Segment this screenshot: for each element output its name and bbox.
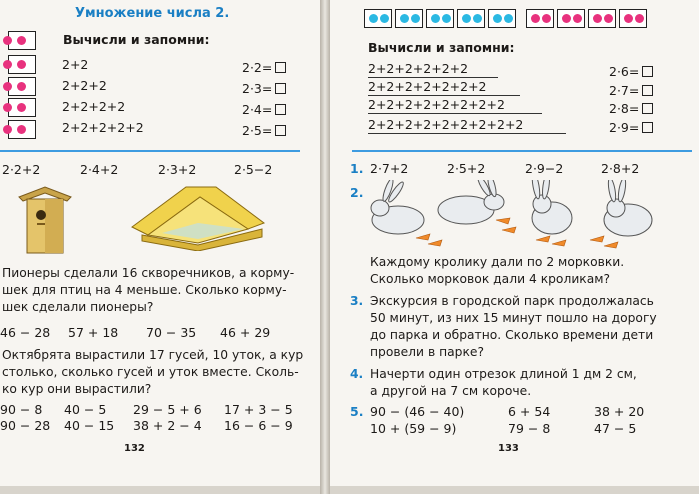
page-133 <box>330 0 699 486</box>
problem-line: столько, сколько гусей и уток вместе. Сколь- <box>2 365 299 379</box>
word-problem <box>370 293 657 361</box>
task-3 <box>350 293 363 310</box>
sum-expression: 2+2+2+2+2+2+2+2 <box>368 97 505 112</box>
problem-line: ко кур они вырастили? <box>2 382 152 396</box>
sum-expression: 2+2+2 <box>62 78 107 93</box>
product-expression: 2·9= <box>609 120 640 135</box>
expression: 2·2+2 <box>2 162 41 177</box>
word-problem <box>370 254 624 288</box>
calc-item: 79 − 8 <box>508 421 551 436</box>
answer-box <box>275 125 286 136</box>
dot-card <box>8 120 36 139</box>
page-title: Умножение числа 2. <box>75 6 230 21</box>
calc-item: 10 + (59 − 9) <box>370 421 457 436</box>
bird-feeder-illustration <box>128 183 268 251</box>
calc-item: 40 − 5 <box>64 402 107 417</box>
product-expression: 2·5= <box>242 123 273 138</box>
calc-item: 46 − 28 <box>0 325 51 340</box>
birdhouse-illustration <box>15 183 75 255</box>
problem-line: Начерти один отрезок длиной 1 дм 2 см, <box>370 367 637 381</box>
answer-box <box>275 104 286 115</box>
task-1 <box>350 161 363 176</box>
task-heading: Вычисли и запомни: <box>63 32 210 47</box>
product-item <box>242 60 286 75</box>
expression: 2·4+2 <box>80 162 119 177</box>
task-number: 2. <box>350 185 364 200</box>
dot-card <box>588 9 616 28</box>
product-item <box>242 81 286 96</box>
rabbits-and-carrots-illustration <box>366 180 666 252</box>
calc-item: 57 + 18 <box>68 325 119 340</box>
calc-item: 90 − 8 <box>0 402 43 417</box>
task-4 <box>350 366 363 383</box>
underline <box>368 95 520 96</box>
calc-item: 90 − 28 <box>0 418 51 433</box>
calc-item: 47 − 5 <box>594 421 637 436</box>
calc-item: 17 + 3 − 5 <box>224 402 293 417</box>
expression: 2·8+2 <box>601 161 640 176</box>
product-expression: 2·6= <box>609 64 640 79</box>
word-problem <box>2 347 303 398</box>
sum-expression: 2+2+2+2+2+2+2 <box>368 79 487 94</box>
book-gutter <box>320 0 330 494</box>
section-divider <box>352 150 692 152</box>
task-number: 4. <box>350 367 364 381</box>
calc-item: 16 − 6 − 9 <box>224 418 293 433</box>
product-expression: 2·2= <box>242 60 273 75</box>
dot-card <box>8 98 36 117</box>
task-number: 1. <box>350 161 364 176</box>
answer-box <box>642 66 653 77</box>
problem-line: Пионеры сделали 16 скворечников, а корму- <box>2 266 295 280</box>
dot-card <box>526 9 554 28</box>
answer-box <box>275 83 286 94</box>
task-number: 5. <box>350 404 364 419</box>
underline <box>368 133 566 134</box>
dot-card <box>8 77 36 96</box>
answer-box <box>275 62 286 73</box>
calc-item: 29 − 5 + 6 <box>133 402 202 417</box>
dot-card <box>8 31 36 50</box>
dot-card <box>426 9 454 28</box>
expression: 2·5−2 <box>234 162 273 177</box>
expression: 2·9−2 <box>525 161 564 176</box>
page-number: 132 <box>124 443 145 454</box>
dot-card <box>457 9 485 28</box>
calc-item: 6 + 54 <box>508 404 551 419</box>
task-2-number-wrap <box>350 185 363 200</box>
dot-card <box>557 9 585 28</box>
sum-expression: 2+2 <box>62 57 89 72</box>
problem-line: Сколько морковок дали 4 кроликам? <box>370 272 611 286</box>
expression: 2·7+2 <box>370 161 409 176</box>
calc-item: 38 + 20 <box>594 404 645 419</box>
problem-line: Каждому кролику дали по 2 морковки. <box>370 255 625 269</box>
product-item <box>242 123 286 138</box>
expression: 2·3+2 <box>158 162 197 177</box>
product-expression: 2·7= <box>609 83 640 98</box>
expression: 2·5+2 <box>447 161 486 176</box>
section-divider <box>0 150 300 152</box>
page-number: 133 <box>498 443 519 454</box>
underline <box>368 77 498 78</box>
sum-expression: 2+2+2+2+2+2 <box>368 61 469 76</box>
product-expression: 2·4= <box>242 102 273 117</box>
answer-box <box>642 122 653 133</box>
product-item <box>242 102 286 117</box>
answer-box <box>642 103 653 114</box>
word-problem <box>370 366 637 400</box>
calc-item: 70 − 35 <box>146 325 197 340</box>
sum-expression: 2+2+2+2+2+2+2+2+2 <box>368 117 524 132</box>
product-item <box>609 120 653 135</box>
calc-item: 46 + 29 <box>220 325 271 340</box>
product-expression: 2·3= <box>242 81 273 96</box>
dot-card <box>488 9 516 28</box>
word-problem <box>2 265 294 316</box>
dot-card <box>619 9 647 28</box>
product-expression: 2·8= <box>609 101 640 116</box>
problem-line: 50 минут, из них 15 минут пошло на дорогу <box>370 311 657 325</box>
product-item <box>609 101 653 116</box>
problem-line: до парка и обратно. Сколько времени дети <box>370 328 654 342</box>
problem-line: Экскурсия в городской парк продолжалась <box>370 294 654 308</box>
dot-card <box>395 9 423 28</box>
page-132 <box>0 0 321 486</box>
task-5 <box>350 404 363 419</box>
underline <box>368 113 542 114</box>
dot-card <box>8 55 36 74</box>
problem-line: шек сделали пионеры? <box>2 300 154 314</box>
sum-expression: 2+2+2+2 <box>62 99 126 114</box>
product-item <box>609 64 653 79</box>
task-heading: Вычисли и запомни: <box>368 40 515 55</box>
calc-item: 38 + 2 − 4 <box>133 418 202 433</box>
problem-line: шек для птиц на 4 меньше. Сколько корму- <box>2 283 287 297</box>
problem-line: а другой на 7 см короче. <box>370 384 532 398</box>
task-number: 3. <box>350 294 364 308</box>
dot-card <box>364 9 392 28</box>
answer-box <box>642 85 653 96</box>
calc-item: 40 − 15 <box>64 418 115 433</box>
problem-line: провели в парке? <box>370 345 484 359</box>
product-item <box>609 83 653 98</box>
sum-expression: 2+2+2+2+2 <box>62 120 144 135</box>
problem-line: Октябрята вырастили 17 гусей, 10 уток, а кур <box>2 348 304 362</box>
calc-item: 90 − (46 − 40) <box>370 404 465 419</box>
